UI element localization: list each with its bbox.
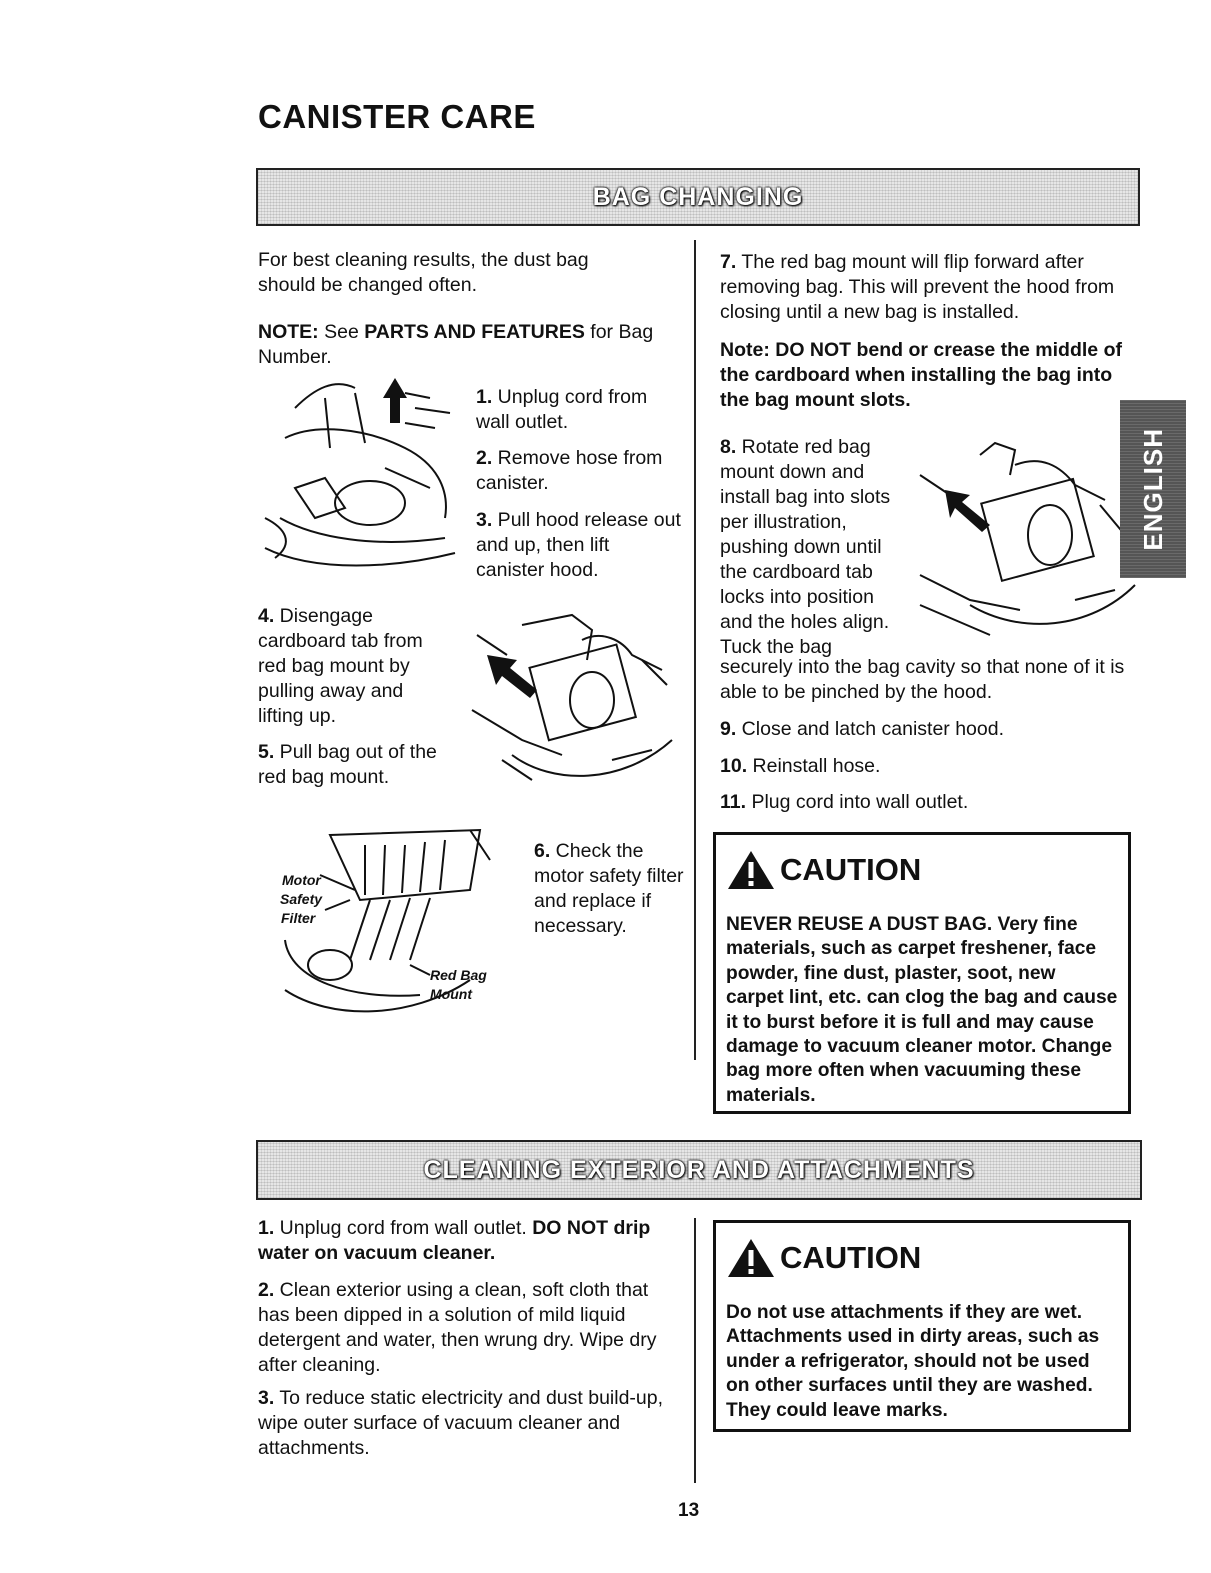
cleaning-heading: CLEANING EXTERIOR AND ATTACHMENTS [423, 1155, 975, 1184]
column-divider-bottom [694, 1218, 696, 1483]
note-parts [258, 320, 658, 370]
step-11-text: Plug cord into wall outlet. [746, 791, 969, 813]
label-motor: Motor [282, 872, 321, 888]
step-8-part1 [720, 435, 910, 660]
step-2-num: 2. [476, 447, 493, 469]
step-11-num: 11. [720, 791, 747, 813]
step-2-text: Remove hose from canister. [476, 447, 663, 494]
step-1-num: 1. [476, 386, 493, 408]
step-6 [534, 839, 684, 939]
clean-step-2-text: Clean exterior using a clean, soft cloth that has been dipped in a solution of mild liquid detergent and water, then wrung dry. Wipe dry after cleaning. [258, 1279, 657, 1376]
step-8-num: 8. [720, 436, 737, 458]
step-10-num: 10. [720, 755, 748, 777]
page-number: 13 [678, 1500, 700, 1521]
step-7-text: The red bag mount will flip forward after removing bag. This will prevent the hood from closing until a new bag is installed. [720, 251, 1115, 323]
caution-text: NEVER REUSE A DUST BAG. Very fine materials, such as carpet freshener, face powder, fine dust, plaster, soot, new carpet lint, etc. can clog the bag and cause it to burst before it is full and may cause damage to vacuum cleaner motor. Change bag more often when vacuuming these materials. [726, 914, 1118, 1106]
step-8-part2 [720, 655, 1140, 705]
step-7 [720, 250, 1120, 325]
caution-box-dust-bag [713, 832, 1131, 1114]
step-11 [720, 790, 1120, 815]
step-7-num: 7. [720, 251, 737, 273]
caution-header [726, 849, 1118, 891]
step-3 [476, 508, 681, 583]
step-5-text: Pull bag out of the red bag mount. [258, 741, 437, 788]
bag-changing-heading: BAG CHANGING [592, 182, 804, 211]
clean-step-3-num: 3. [258, 1387, 275, 1409]
page-title: CANISTER CARE [258, 98, 536, 135]
side-tab-label: ENGLISH [1137, 427, 1168, 551]
step-9-num: 9. [720, 718, 737, 740]
cleaning-banner [256, 1140, 1142, 1200]
caution-title-2: CAUTION [780, 1240, 922, 1275]
step-1 [476, 385, 676, 435]
intro-text: For best cleaning results, the dust bag should be changed often. [258, 249, 589, 296]
step-4-text: Disengage cardboard tab from red bag mount by pulling away and lifting up. [258, 605, 423, 727]
step-5-num: 5. [258, 741, 275, 763]
step-9-text: Close and latch canister hood. [736, 718, 1005, 740]
clean-step-3-text: To reduce static electricity and dust build-up, wipe outer surface of vacuum cleaner and attachments. [258, 1387, 664, 1459]
step-5 [258, 740, 448, 790]
label-filter: Filter [281, 910, 316, 926]
step-6-text: Check the motor safety filter and replace if necessary. [534, 840, 684, 937]
warning-icon [726, 1237, 776, 1279]
step-4-num: 4. [258, 605, 275, 627]
clean-step-2-num: 2. [258, 1279, 275, 1301]
bag-changing-banner [256, 168, 1140, 226]
step-2 [476, 446, 676, 496]
step-10-text: Reinstall hose. [747, 755, 881, 777]
bag-install-illustration [910, 435, 1140, 640]
label-red-bag: Red Bag [430, 967, 487, 983]
hood-open-illustration [255, 368, 465, 578]
clean-step-1-text: Unplug cord from wall outlet. [274, 1217, 533, 1239]
note-post: for Bag Number. [258, 321, 654, 368]
clean-step-1 [258, 1216, 678, 1266]
bag-removal-illustration [462, 610, 687, 800]
warning-icon [726, 849, 776, 891]
step-9 [720, 717, 1120, 742]
note-label: NOTE: [258, 321, 319, 343]
clean-step-3 [258, 1386, 678, 1461]
clean-step-2 [258, 1278, 678, 1378]
caution-header-2 [726, 1237, 1118, 1279]
language-side-tab [1120, 400, 1186, 578]
clean-step-1-num: 1. [258, 1217, 275, 1239]
note-do-not-bend: Note: DO NOT bend or crease the middle of the cardboard when installing the bag into the bag mount slots. [720, 339, 1122, 411]
label-mount: Mount [430, 986, 472, 1002]
step-6-num: 6. [534, 840, 551, 862]
step-8-col1: Rotate red bag mount down and install bag into slots per illustration, pushing down until the cardboard tab locks into position and the holes align. Tuck the bag [720, 436, 891, 658]
note-bold: PARTS AND FEATURES [364, 321, 585, 343]
label-safety: Safety [280, 891, 323, 907]
step-10 [720, 754, 1120, 779]
column-divider-top [694, 240, 696, 1060]
caution-title: CAUTION [780, 852, 922, 887]
clean-step-1-bold: DO NOT drip water on vacuum cleaner. [258, 1217, 651, 1264]
caution-text-2: Do not use attachments if they are wet. Attachments used in dirty areas, such as under a refrigerator, should not be used on other surfaces until they are washed. They could leave marks. [726, 1302, 1100, 1421]
note-pre: See [318, 321, 365, 343]
step-8-col2: securely into the bag cavity so that none of it is able to be pinched by the hood. [720, 656, 1125, 703]
step-3-num: 3. [476, 509, 493, 531]
caution-box-attachments [713, 1220, 1131, 1432]
step-4 [258, 604, 448, 729]
step-1-text: Unplug cord from wall outlet. [476, 386, 648, 433]
step-3-text: Pull hood release out and up, then lift canister hood. [476, 509, 681, 581]
